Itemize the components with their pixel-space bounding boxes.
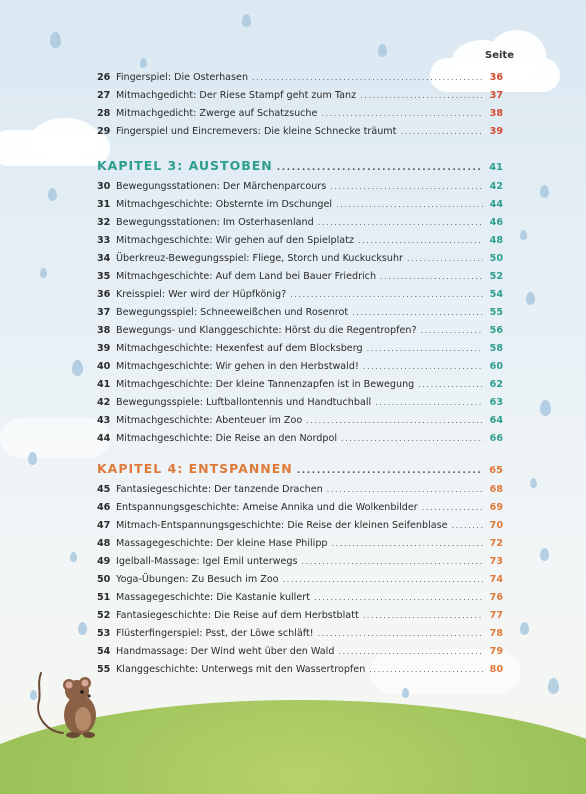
leader-dots [422,499,483,517]
entry-title: Entspannungsgeschichte: Ameise Annika und die Wolkenbilder [116,502,418,513]
entry-title: Igelball-Massage: Igel Emil unterwegs [116,556,298,567]
toc-entry[interactable] [97,661,503,679]
entry-page: 70 [489,520,503,531]
leader-dots [418,376,483,394]
chapter-3-section [97,158,503,448]
entry-page: 36 [489,72,503,83]
toc-entry[interactable] [97,340,503,358]
entry-page: 77 [489,610,503,621]
toc-entry[interactable] [97,105,503,123]
toc-entry[interactable] [97,69,503,87]
entry-number: 55 [97,664,111,675]
entry-page: 56 [489,325,503,336]
entry-number: 37 [97,307,111,318]
leader-dots [290,286,483,304]
entry-page: 73 [489,556,503,567]
toc-entry[interactable] [97,643,503,661]
entry-title: Kreisspiel: Wer wird der Hüpfkönig? [116,289,287,300]
entry-title: Handmassage: Der Wind weht über den Wald [116,646,335,657]
entry-title: Bewegungsstationen: Im Osterhasenland [116,217,314,228]
leader-dots [380,268,483,286]
entry-number: 34 [97,253,111,264]
leader-dots [358,232,483,250]
entry-number: 29 [97,126,111,137]
entry-page: 54 [489,289,503,300]
toc-entry[interactable] [97,394,503,412]
toc-entry[interactable] [97,123,503,141]
toc-continued-entries [97,69,503,141]
entry-title: Mitmachgeschichte: Wir gehen in den Herbstwald! [116,361,359,372]
leader-dots [421,322,483,340]
toc-entry[interactable] [97,196,503,214]
entry-page: 66 [489,433,503,444]
toc-entry[interactable] [97,499,503,517]
toc-entry[interactable] [97,589,503,607]
entry-title: Fingerspiel: Die Osterhasen [116,72,249,83]
chapter-title: KAPITEL 3: AUSTOBEN [97,158,273,173]
entry-title: Flüsterfingerspiel: Psst, der Löwe schläft! [116,628,314,639]
entry-number: 44 [97,433,111,444]
entry-number: 48 [97,538,111,549]
entry-number: 36 [97,289,111,300]
entry-number: 42 [97,397,111,408]
leader-dots [360,87,483,105]
leader-dots [327,481,483,499]
toc-entry[interactable] [97,481,503,499]
entry-title: Fantasiegeschichte: Der tanzende Drachen [116,484,323,495]
chapter-page: 41 [489,162,503,173]
entry-title: Yoga-Übungen: Zu Besuch im Zoo [116,574,279,585]
entry-number: 49 [97,556,111,567]
entry-page: 69 [489,502,503,513]
entry-page: 46 [489,217,503,228]
entry-title: Mitmachgeschichte: Abenteuer im Zoo [116,415,303,426]
toc-entry[interactable] [97,304,503,322]
toc-entry[interactable] [97,232,503,250]
chapter-heading[interactable] [97,461,503,481]
leader-dots [407,250,483,268]
leader-dots [252,69,483,87]
leader-dots [302,553,484,571]
entry-title: Mitmachgedicht: Der Riese Stampf geht zum Tanz [116,90,357,101]
leader-dots [341,430,483,448]
page-column-label: Seite [485,50,514,61]
entry-title: Mitmachgeschichte: Obsternte im Dschungel [116,199,333,210]
leader-dots [283,571,483,589]
entry-number: 50 [97,574,111,585]
chapter-4-entries [97,481,503,679]
leader-dots [314,589,483,607]
entry-number: 51 [97,592,111,603]
toc-entry[interactable] [97,376,503,394]
leader-dots [352,304,483,322]
entry-page: 52 [489,271,503,282]
entry-page: 48 [489,235,503,246]
entry-page: 64 [489,415,503,426]
entry-number: 40 [97,361,111,372]
entry-page: 79 [489,646,503,657]
entry-number: 53 [97,628,111,639]
toc-entry[interactable] [97,430,503,448]
leader-dots [336,196,483,214]
chapter-page: 65 [489,465,503,476]
toc-entry[interactable] [97,286,503,304]
toc-entry[interactable] [97,535,503,553]
entry-title: Klanggeschichte: Unterwegs mit den Wassertropfen [116,664,366,675]
entry-number: 27 [97,90,111,101]
toc-entry[interactable] [97,607,503,625]
toc-entry[interactable] [97,322,503,340]
entry-title: Mitmachgeschichte: Hexenfest auf dem Blocksberg [116,343,363,354]
toc-entry[interactable] [97,178,503,196]
toc-entry[interactable] [97,250,503,268]
entry-title: Mitmachgeschichte: Die Reise an den Nordpol [116,433,338,444]
entry-title: Massagegeschichte: Der kleine Hase Philipp [116,538,328,549]
entry-title: Bewegungsstationen: Der Märchenparcours [116,181,327,192]
entry-number: 38 [97,325,111,336]
entry-page: 72 [489,538,503,549]
toc-entry[interactable] [97,358,503,376]
leader-dots [330,178,483,196]
entry-title: Bewegungsspiele: Luftballontennis und Handtuchball [116,397,372,408]
toc-entry[interactable] [97,625,503,643]
entry-title: Mitmachgedicht: Zwerge auf Schatzsuche [116,108,318,119]
leader-dots [369,661,483,679]
entry-page: 62 [489,379,503,390]
leader-dots [277,163,481,173]
leader-dots [338,643,483,661]
entry-number: 32 [97,217,111,228]
entry-title: Mitmachgeschichte: Wir gehen auf den Spielplatz [116,235,354,246]
entry-page: 42 [489,181,503,192]
entry-number: 35 [97,271,111,282]
entry-number: 45 [97,484,111,495]
chapter-4-section [97,461,503,679]
entry-title: Bewegungsspiel: Schneeweißchen und Rosenrot [116,307,349,318]
chapter-title: KAPITEL 4: ENTSPANNEN [97,461,293,476]
entry-page: 58 [489,343,503,354]
entry-title: Fantasiegeschichte: Die Reise auf dem Herbstblatt [116,610,359,621]
entry-page: 44 [489,199,503,210]
leader-dots [318,214,483,232]
toc-entry[interactable] [97,571,503,589]
entry-number: 39 [97,343,111,354]
entry-page: 78 [489,628,503,639]
entry-page: 39 [489,126,503,137]
leader-dots [318,625,483,643]
entry-number: 30 [97,181,111,192]
entry-number: 26 [97,72,111,83]
leader-dots [367,340,483,358]
leader-dots [363,358,483,376]
leader-dots [332,535,483,553]
entry-page: 63 [489,397,503,408]
leader-dots [452,517,483,535]
toc-entry[interactable] [97,87,503,105]
leader-dots [375,394,483,412]
entry-number: 28 [97,108,111,119]
entry-title: Bewegungs- und Klanggeschichte: Hörst du die Regentropfen? [116,325,417,336]
leader-dots [400,123,483,141]
entry-title: Mitmachgeschichte: Der kleine Tannenzapfen ist in Bewegung [116,379,415,390]
entry-number: 54 [97,646,111,657]
leader-dots [321,105,483,123]
entry-number: 31 [97,199,111,210]
entry-title: Mitmachgeschichte: Auf dem Land bei Bauer Friedrich [116,271,377,282]
entry-number: 47 [97,520,111,531]
entry-title: Fingerspiel und Eincremevers: Die kleine Schnecke träumt [116,126,397,137]
entry-page: 50 [489,253,503,264]
entry-title: Mitmach-Entspannungsgeschichte: Die Reise der kleinen Seifenblase [116,520,448,531]
entry-title: Überkreuz-Bewegungsspiel: Fliege, Storch und Kuckucksuhr [116,253,404,264]
entry-page: 76 [489,592,503,603]
entry-number: 33 [97,235,111,246]
entry-number: 52 [97,610,111,621]
toc-entry[interactable] [97,517,503,535]
toc-entry[interactable] [97,268,503,286]
leader-dots [306,412,483,430]
entry-page: 80 [489,664,503,675]
entry-page: 55 [489,307,503,318]
entry-page: 68 [489,484,503,495]
entry-page: 38 [489,108,503,119]
entry-page: 74 [489,574,503,585]
entry-page: 60 [489,361,503,372]
entry-page: 37 [489,90,503,101]
chapter-3-entries [97,178,503,448]
toc-entry[interactable] [97,214,503,232]
leader-dots [297,466,481,476]
toc-entry[interactable] [97,412,503,430]
toc-entry[interactable] [97,553,503,571]
chapter-heading[interactable] [97,158,503,178]
entry-number: 43 [97,415,111,426]
entry-title: Massagegeschichte: Die Kastanie kullert [116,592,310,603]
leader-dots [363,607,483,625]
entry-number: 46 [97,502,111,513]
entry-number: 41 [97,379,111,390]
